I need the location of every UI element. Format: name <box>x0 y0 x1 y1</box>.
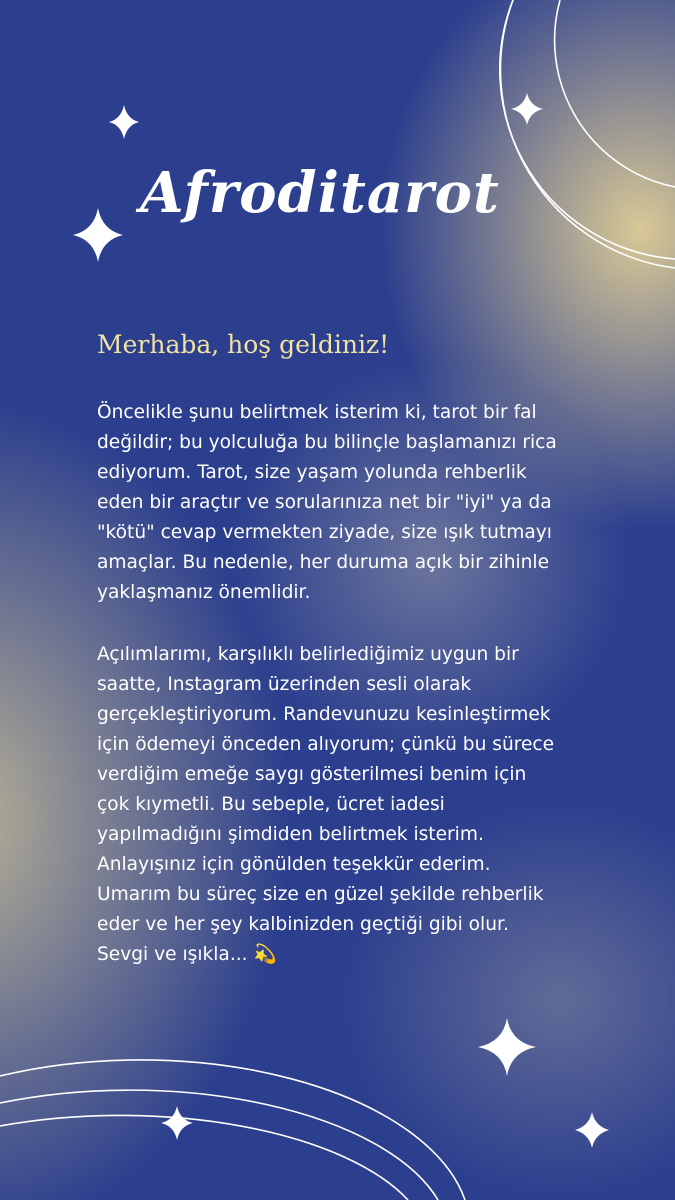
sparkle-icon <box>161 1106 193 1140</box>
brand-title: Afroditarot <box>140 160 500 226</box>
text-line: eden bir araçtır ve sorularınıza net bir "iyi" ya da <box>97 492 552 513</box>
text-line: Açılımlarımı, karşılıklı belirlediğimiz uygun bir <box>97 644 519 665</box>
text-line: ediyorum. Tarot, size yaşam yolunda rehberlik <box>97 462 527 483</box>
text-line: eder ve her şey kalbinizden geçtiği gibi olur. <box>97 914 509 935</box>
sparkle-icon <box>511 93 543 125</box>
text-line: gerçekleştiriyorum. Randevunuzu kesinleştirmek <box>97 704 551 725</box>
text-line: Anlayışınız için gönülden teşekkür ederim. <box>97 854 491 875</box>
text-line: verdiğim emeğe saygı gösterilmesi benim için <box>97 764 527 785</box>
text-line: yaklaşmanız önemlidir. <box>97 582 311 603</box>
intro-paragraph <box>97 398 557 608</box>
text-line: için ödemeyi önceden alıyorum; çünkü bu sürece <box>97 734 555 755</box>
text-line: amaçlar. Bu nedenle, her duruma açık bir zihinle <box>97 552 550 573</box>
policy-paragraph <box>97 640 554 970</box>
text-line: yapılmadığını şimdiden belirtmek isterim. <box>97 824 484 845</box>
orbit-lines-top-right <box>500 0 675 268</box>
text-line: değildir; bu yolculuğa bu bilinçle başlamanızı rica <box>97 432 557 453</box>
orbit-lines-bottom-left <box>0 1060 465 1200</box>
text-line: Umarım bu süreç size en güzel şekilde rehberlik <box>97 884 544 905</box>
signoff-text: Sevgi ve ışıkla... <box>97 944 248 965</box>
sparkle-icon <box>575 1112 609 1148</box>
greeting-heading: Merhaba, hoş geldiniz! <box>97 330 390 359</box>
text-line: Öncelikle şunu belirtmek isterim ki, tarot bir fal <box>97 402 537 423</box>
text-line: çok kıymetli. Bu sebeple, ücret iadesi <box>97 794 445 815</box>
text-line <box>97 940 554 970</box>
shooting-star-icon: 💫 <box>253 944 277 965</box>
text-line: "kötü" cevap vermekten ziyade, size ışık tutmayı <box>97 522 552 543</box>
sparkle-icon <box>109 105 139 139</box>
sparkle-icon <box>478 1018 536 1076</box>
text-line: saatte, Instagram üzerinden sesli olarak <box>97 674 472 695</box>
